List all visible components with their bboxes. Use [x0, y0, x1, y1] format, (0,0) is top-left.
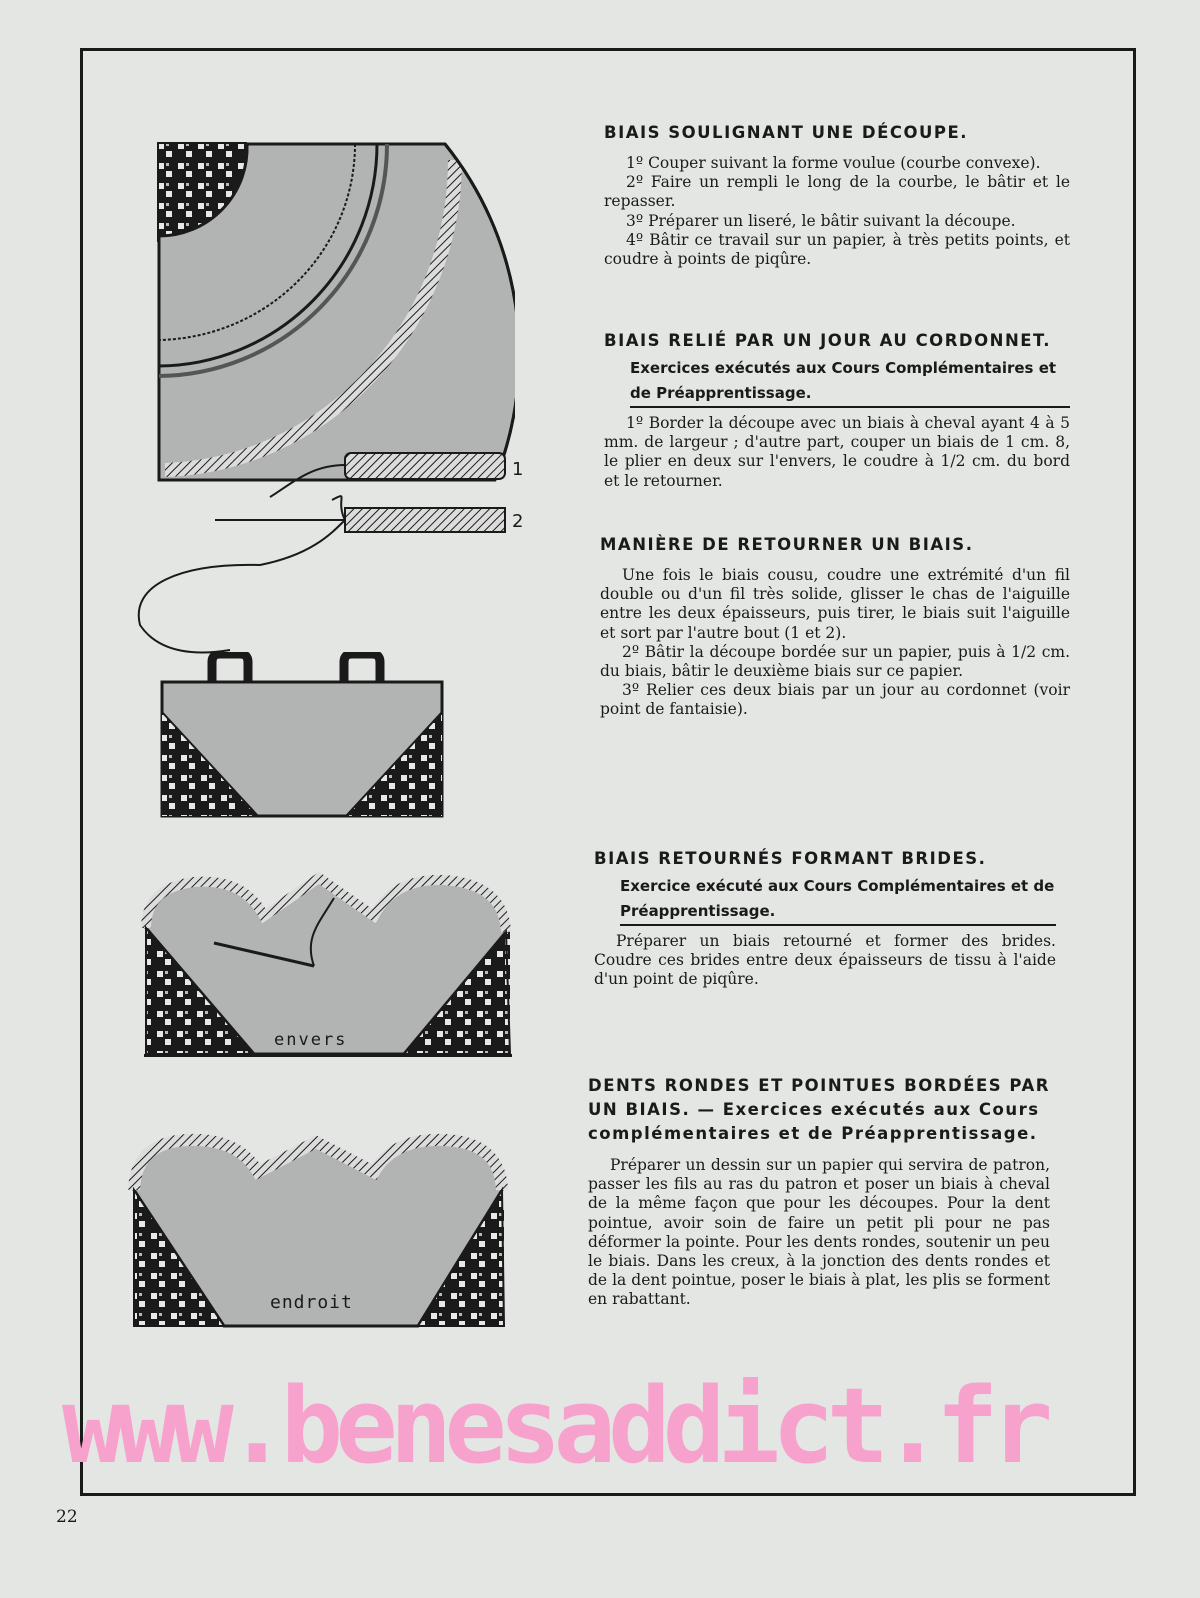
- figure-turning-bias: [120, 445, 540, 660]
- section-heading: MANIÈRE DE RETOURNER UN BIAIS.: [600, 535, 974, 554]
- paragraph: 1º Border la découpe avec un biais à cheval ayant 4 à 5 mm. de largeur ; d'autre part, couper un biais de 1 cm. 8, le plier en deux sur l'envers, le coudre à 1/2 cm. du bord et le retourner.: [604, 414, 1070, 490]
- figure-endroit: [128, 1130, 508, 1330]
- figure-curved-bias: [155, 140, 515, 485]
- section-heading: BIAIS SOULIGNANT UNE DÉCOUPE.: [604, 123, 969, 142]
- watermark: www.benesaddict.fr: [62, 1366, 1046, 1486]
- envers-label: envers: [274, 1030, 348, 1050]
- paragraph: 2º Bâtir la découpe bordée sur un papier, puis à 1/2 cm. du biais, bâtir le deuxième biais sur ce papier.: [600, 642, 1070, 681]
- strip-label-2: 2: [512, 511, 524, 532]
- strip-label-1: 1: [512, 459, 524, 480]
- figure-cordonnet-loops: [158, 652, 448, 820]
- section-maniere-retourner: [600, 534, 1070, 720]
- paragraph: Préparer un dessin sur un papier qui servira de patron, passer les fils au ras du patron et poser un biais à cheval de la même façon que pour les découpes. Pour la dent pointue, avoir soin de faire un petit pli pour ne pas déformer la pointe. Pour les dents rondes, soutenir un peu le biais. Dans les creux, à la jonction des dents rondes et de la dent pointue, poser le biais à plat, les plis se forment en rabattant.: [588, 1156, 1050, 1309]
- section-biais-soulignant: [604, 122, 1070, 269]
- section-heading: BIAIS RELIÉ PAR UN JOUR AU CORDONNET.: [604, 331, 1052, 350]
- paragraph: 1º Couper suivant la forme voulue (courbe convexe).: [626, 154, 1041, 172]
- page-number: 22: [56, 1507, 78, 1527]
- section-subheading: Exercice exécuté aux Cours Complémentaires et de Préapprentissage.: [620, 874, 1056, 926]
- figure-envers: [134, 868, 514, 1058]
- paragraph: 4º Bâtir ce travail sur un papier, à très petits points, et coudre à points de piqûre.: [604, 230, 1070, 269]
- paragraph: Préparer un biais retourné et former des brides. Coudre ces brides entre deux épaisseurs de tissu à l'aide d'un point de piqûre.: [594, 932, 1056, 989]
- paragraph: 3º Relier ces deux biais par un jour au cordonnet (voir point de fantaisie).: [600, 681, 1070, 719]
- section-heading: DENTS RONDES ET POINTUES BORDÉES PAR UN BIAIS. — Exercices exécutés aux Cours complémentaires et de Préapprentissage.: [588, 1076, 1050, 1143]
- section-subheading: Exercices exécutés aux Cours Complémentaires et de Préapprentissage.: [630, 356, 1070, 408]
- section-biais-retournes: [594, 848, 1056, 990]
- section-heading: BIAIS RETOURNÉS FORMANT BRIDES.: [594, 849, 987, 868]
- paragraph: Une fois le biais cousu, coudre une extrémité d'un fil double ou d'un fil très solide, glisser le chas de l'aiguille entre les deux épaisseurs, puis tirer, le biais suit l'aiguille et sort par l'autre bout (1 et 2).: [600, 566, 1070, 642]
- section-biais-relie: [604, 330, 1070, 491]
- section-dents-rondes: [588, 1074, 1050, 1310]
- paragraph: 2º Faire un rempli le long de la courbe, le bâtir et le repasser.: [604, 173, 1070, 211]
- endroit-label: endroit: [270, 1292, 353, 1313]
- paragraph: 3º Préparer un liseré, le bâtir suivant la découpe.: [626, 211, 1016, 230]
